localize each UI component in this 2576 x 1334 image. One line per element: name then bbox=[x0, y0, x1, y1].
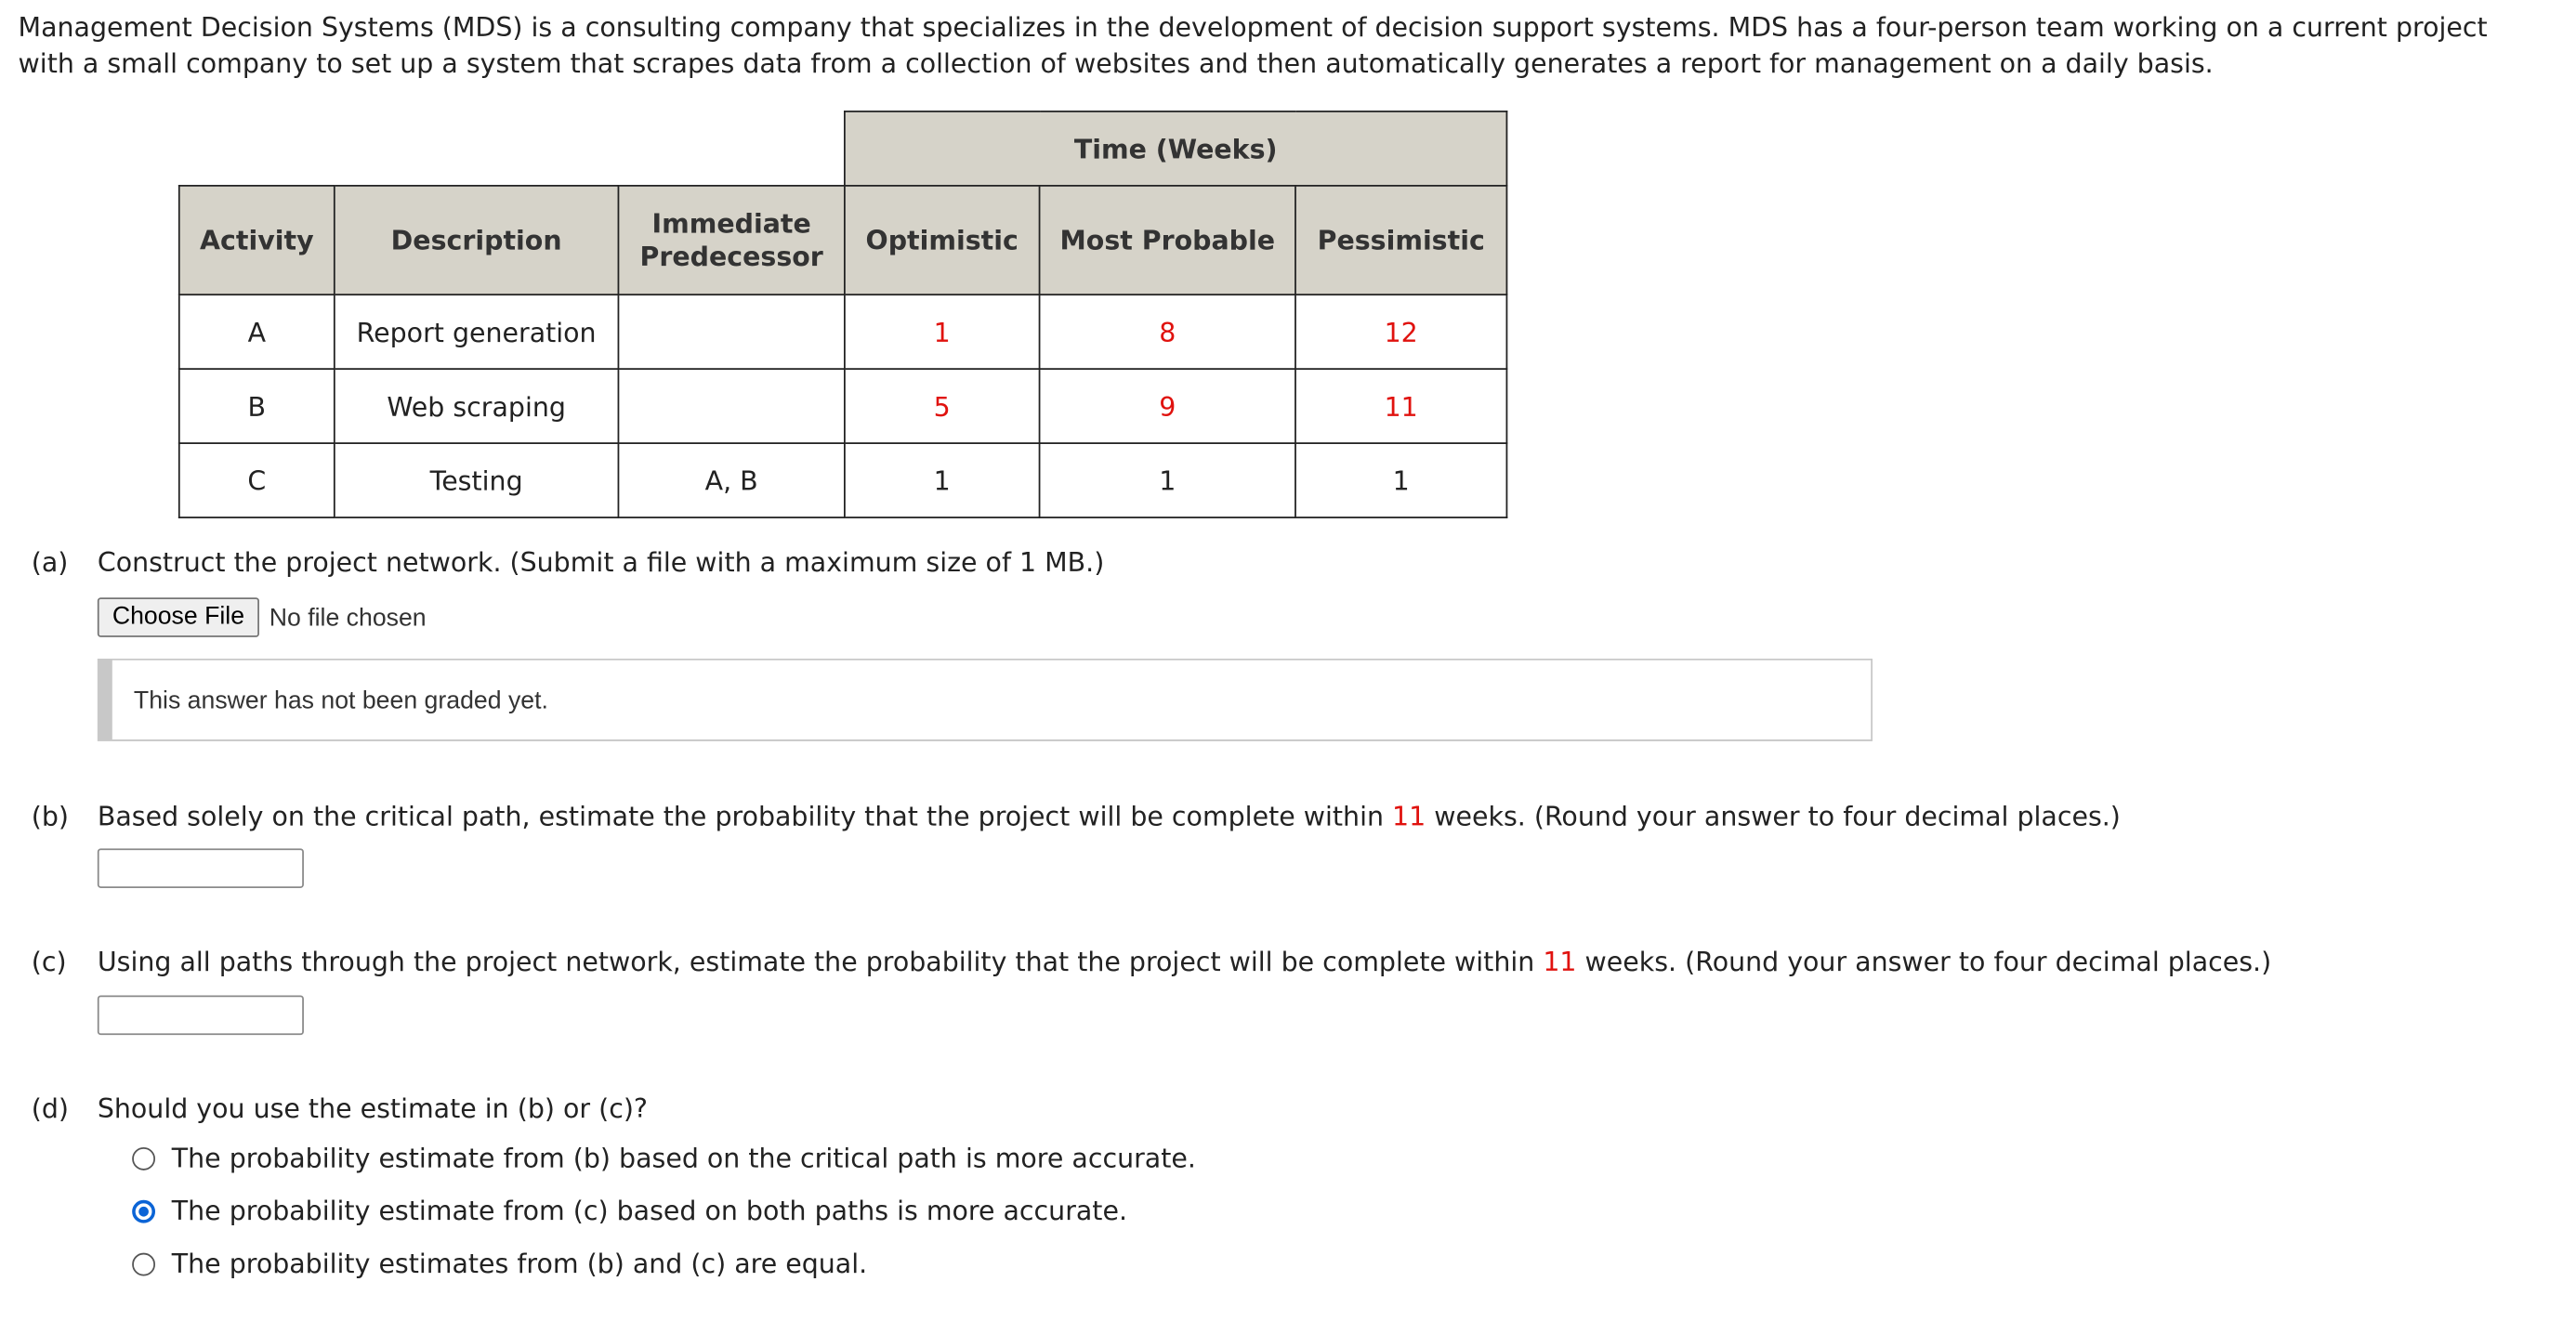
question-a-text: Construct the project network. (Submit a file with a maximum size of 1 MB.) bbox=[97, 546, 1105, 578]
cell-description: Web scraping bbox=[335, 369, 619, 443]
table-row bbox=[179, 294, 1507, 369]
table-row bbox=[179, 369, 1507, 443]
col-description: Description bbox=[335, 186, 619, 294]
cell-activity: C bbox=[179, 443, 335, 517]
radio-button[interactable] bbox=[132, 1146, 155, 1170]
question-d-label: (d) bbox=[31, 1092, 69, 1125]
cell-activity: A bbox=[179, 294, 335, 369]
question-a-label: (a) bbox=[31, 546, 69, 578]
question-b-suffix: weeks. (Round your answer to four decimal places.) bbox=[1434, 800, 2121, 832]
question-a bbox=[32, 544, 1105, 581]
option-b-critical-path[interactable] bbox=[132, 1143, 1196, 1174]
choose-file-button[interactable]: Choose File bbox=[98, 597, 259, 637]
col-most-probable: Most Probable bbox=[1040, 186, 1295, 294]
graded-note: This answer has not been graded yet. bbox=[133, 687, 548, 715]
question-b-weeks: 11 bbox=[1392, 800, 1426, 832]
question-c-label: (c) bbox=[31, 946, 67, 977]
cell-most-probable: 8 bbox=[1040, 294, 1295, 369]
question-c-weeks: 11 bbox=[1543, 946, 1577, 977]
option-label: The probability estimate from (c) based on both paths is more accurate. bbox=[171, 1195, 1127, 1227]
question-c-suffix: weeks. (Round your answer to four decimal places.) bbox=[1584, 946, 2272, 977]
file-status: No file chosen bbox=[269, 603, 427, 632]
question-d bbox=[32, 1092, 648, 1128]
question-b bbox=[32, 799, 2121, 835]
col-predecessor: Immediate Predecessor bbox=[618, 186, 844, 294]
cell-predecessor: A, B bbox=[618, 443, 844, 517]
cell-predecessor bbox=[618, 294, 844, 369]
time-weeks-header: Time (Weeks) bbox=[845, 111, 1507, 186]
problem-intro: Management Decision Systems (MDS) is a consulting company that specializes in the development of decision support systems. MDS has a four-person team working on a current project with a small company to set up a system that scrapes data from a collection of websites and then automatically generates a report for management on a daily basis. bbox=[18, 11, 2488, 80]
cell-optimistic: 5 bbox=[845, 369, 1040, 443]
col-activity: Activity bbox=[179, 186, 335, 294]
col-optimistic: Optimistic bbox=[845, 186, 1040, 294]
option-c-both-paths[interactable] bbox=[132, 1195, 1127, 1226]
radio-button[interactable] bbox=[132, 1252, 155, 1275]
col-pessimistic: Pessimistic bbox=[1295, 186, 1506, 294]
table-row bbox=[179, 443, 1507, 517]
option-label: The probability estimates from (b) and (c) are equal. bbox=[171, 1248, 868, 1280]
cell-pessimistic: 12 bbox=[1295, 294, 1506, 369]
cell-description: Testing bbox=[335, 443, 619, 517]
answer-c-input[interactable] bbox=[98, 995, 304, 1035]
cell-most-probable: 9 bbox=[1040, 369, 1295, 443]
question-c-text: Using all paths through the project network, estimate the probability that the project will be complete within bbox=[97, 946, 1535, 977]
cell-predecessor bbox=[618, 369, 844, 443]
cell-description: Report generation bbox=[335, 294, 619, 369]
radio-button-selected[interactable] bbox=[132, 1199, 155, 1223]
cell-optimistic: 1 bbox=[845, 294, 1040, 369]
question-b-text: Based solely on the critical path, estimate the probability that the project will be complete within bbox=[97, 800, 1384, 832]
question-c bbox=[32, 944, 2271, 980]
option-label: The probability estimate from (b) based on the critical path is more accurate. bbox=[171, 1142, 1196, 1174]
option-equal[interactable] bbox=[132, 1248, 867, 1279]
file-upload bbox=[98, 597, 427, 637]
question-d-text: Should you use the estimate in (b) or (c)? bbox=[97, 1092, 649, 1125]
answer-b-input[interactable] bbox=[98, 848, 304, 888]
cell-pessimistic: 1 bbox=[1295, 443, 1506, 517]
cell-pessimistic: 11 bbox=[1295, 369, 1506, 443]
question-b-label: (b) bbox=[31, 800, 69, 832]
cell-most-probable: 1 bbox=[1040, 443, 1295, 517]
cell-optimistic: 1 bbox=[845, 443, 1040, 517]
activity-table bbox=[178, 111, 1507, 518]
graded-note-box bbox=[98, 659, 1873, 741]
cell-activity: B bbox=[179, 369, 335, 443]
